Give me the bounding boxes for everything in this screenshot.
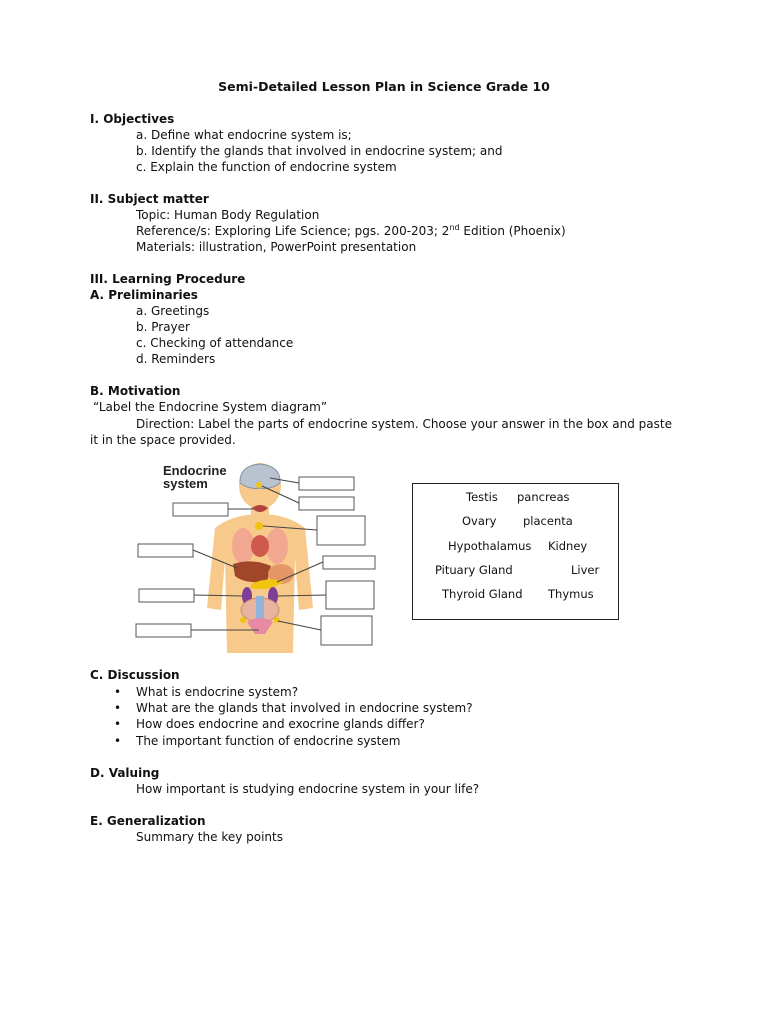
answer-choice: Thymus [548, 587, 594, 601]
label-box[interactable] [299, 497, 354, 510]
label-box[interactable] [138, 544, 193, 557]
answer-choice: pancreas [517, 490, 570, 504]
answer-choice: Ovary [462, 514, 497, 528]
preliminaries-item: b. Prayer [136, 320, 190, 334]
answer-choice: Thyroid Gland [442, 587, 523, 601]
diagram-title-line2: system [163, 476, 208, 491]
label-box[interactable] [317, 516, 365, 545]
motivation-direction-cont: it in the space provided. [90, 433, 236, 447]
label-box[interactable] [321, 616, 372, 645]
reference-line [136, 223, 566, 239]
label-box[interactable] [139, 589, 194, 602]
preliminaries-item: d. Reminders [136, 352, 216, 366]
ovary-right-shape [274, 617, 280, 623]
preliminaries-item: c. Checking of attendance [136, 336, 294, 350]
lung-left-shape [232, 528, 254, 564]
discussion-item: What are the glands that involved in endocrine system? [136, 701, 473, 715]
materials-line: Materials: illustration, PowerPoint presentation [136, 240, 417, 254]
objective-item: b. Identify the glands that involved in endocrine system; and [136, 144, 503, 158]
document-title: Semi-Detailed Lesson Plan in Science Grade 10 [218, 79, 550, 94]
answer-choice: Hypothalamus [448, 539, 532, 553]
discussion-item: What is endocrine system? [136, 685, 299, 699]
answer-choice: Testis [466, 490, 498, 504]
topic-line: Topic: Human Body Regulation [136, 208, 320, 222]
endocrine-illustration [133, 458, 383, 653]
lung-right-shape [266, 528, 288, 564]
generalization-heading: E. Generalization [90, 814, 206, 828]
answer-choice: Kidney [548, 539, 588, 553]
bullet-dot: • [114, 734, 122, 748]
objectives-heading: I. Objectives [90, 112, 175, 126]
reference-text-end: Edition (Phoenix) [459, 224, 566, 238]
label-box[interactable] [136, 624, 191, 637]
thymus-shape [255, 522, 263, 530]
valuing-heading: D. Valuing [90, 766, 160, 780]
answer-choices-box [412, 483, 619, 620]
bullet-dot: • [114, 717, 122, 731]
motivation-heading: B. Motivation [90, 384, 181, 398]
diagram-title-line1: Endocrine [163, 463, 227, 478]
motivation-direction: Direction: Label the parts of endocrine system. Choose your answer in the box and paste [136, 417, 672, 431]
answer-choice: placenta [523, 514, 573, 528]
subject-matter-heading: II. Subject matter [90, 192, 209, 206]
answer-choice: Pituary Gland [435, 563, 513, 577]
label-box[interactable] [173, 503, 228, 516]
reference-superscript: nd [449, 223, 460, 232]
learning-procedure-heading: III. Learning Procedure [90, 272, 246, 286]
discussion-heading: C. Discussion [90, 668, 180, 682]
objective-item: c. Explain the function of endocrine system [136, 160, 397, 174]
reference-text: Reference/s: Exploring Life Science; pgs. 200-203; 2 [136, 224, 450, 238]
discussion-item: How does endocrine and exocrine glands differ? [136, 717, 425, 731]
motivation-activity: “Label the Endocrine System diagram” [93, 400, 328, 414]
valuing-text: How important is studying endocrine system in your life? [136, 782, 480, 796]
objective-item: a. Define what endocrine system is; [136, 128, 352, 142]
bullet-dot: • [114, 685, 122, 699]
label-box[interactable] [323, 556, 375, 569]
discussion-item: The important function of endocrine system [136, 734, 401, 748]
preliminaries-heading: A. Preliminaries [90, 288, 198, 302]
heart-shape [251, 535, 269, 557]
generalization-text: Summary the key points [136, 830, 283, 844]
preliminaries-item: a. Greetings [136, 304, 210, 318]
pituitary-gland-shape [256, 482, 262, 488]
label-box[interactable] [326, 581, 374, 609]
endocrine-diagram [133, 458, 383, 653]
label-box[interactable] [299, 477, 354, 490]
bullet-dot: • [114, 701, 122, 715]
answer-choice: Liver [571, 563, 600, 577]
ovary-left-shape [240, 617, 246, 623]
